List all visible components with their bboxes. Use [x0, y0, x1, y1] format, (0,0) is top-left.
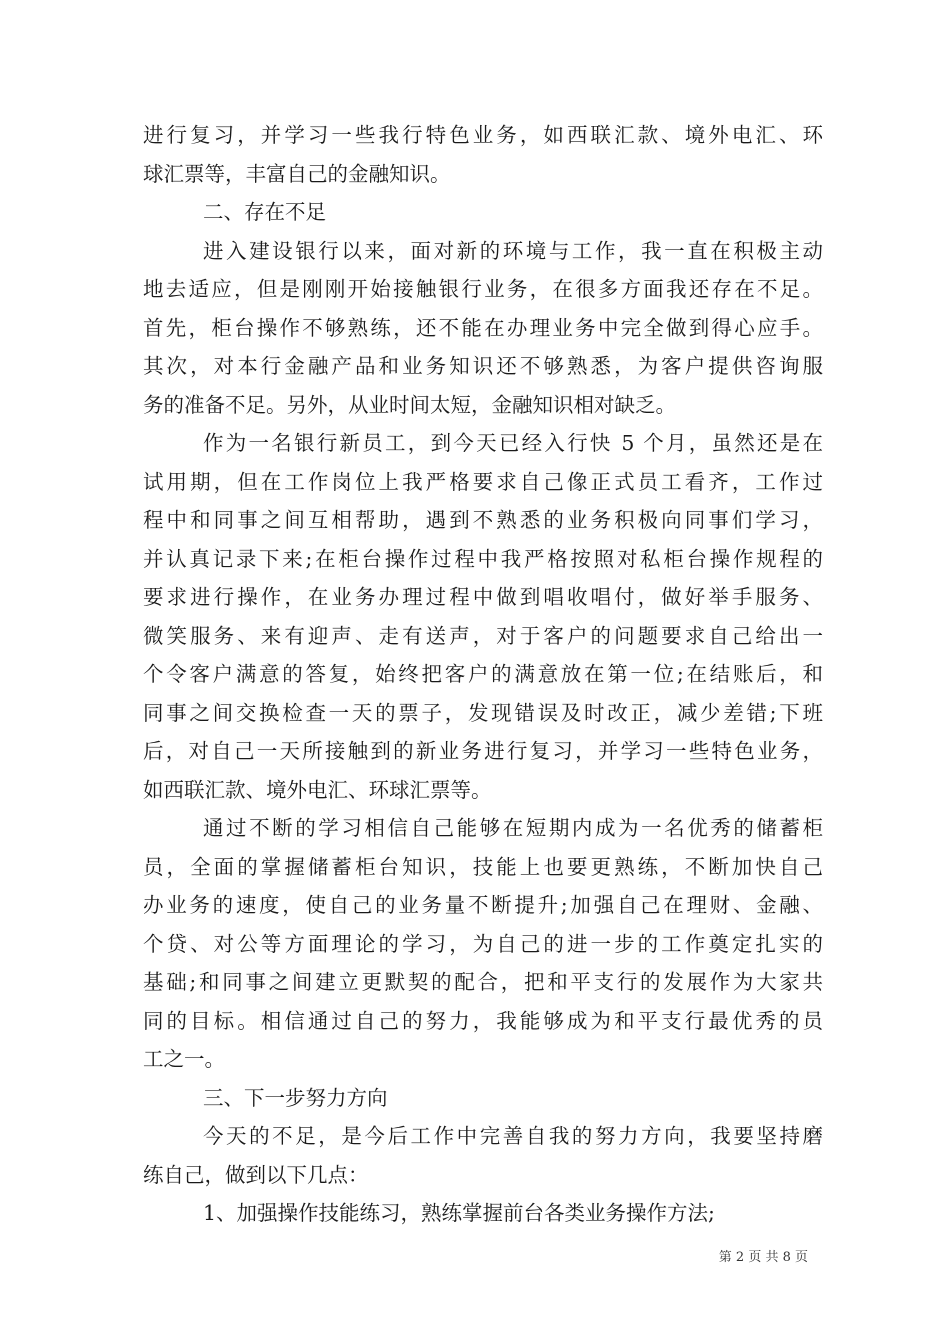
text-line: 如西联汇款、境外电汇、环球汇票等。	[143, 777, 492, 802]
text-line: 后，对自己一天所接触到的新业务进行复习，并学习一些特色业务，	[143, 739, 823, 763]
text-line: 同事之间交换检查一天的票子，发现错误及时改正，减少差错;下班	[143, 700, 823, 725]
text-line: 通过不断的学习相信自己能够在短期内成为一名优秀的储蓄柜	[203, 816, 823, 840]
text-line: 个贷、对公等方面理论的学习，为自己的进一步的工作奠定扎实的	[143, 931, 823, 956]
text-line: 地去适应，但是刚刚开始接触银行业务，在很多方面我还存在不足。	[143, 277, 823, 301]
text-line: 要求进行操作，在业务办理过程中做到唱收唱付，做好举手服务、	[143, 585, 823, 609]
text-line: 今天的不足，是今后工作中完善自我的努力方向，我要坚持磨	[203, 1124, 823, 1148]
document-body	[143, 116, 823, 1233]
text-line: 进入建设银行以来，面对新的环境与工作，我一直在积极主动	[203, 238, 823, 263]
text-line: 其次，对本行金融产品和业务知识还不够熟悉，为客户提供咨询服	[143, 354, 823, 378]
section-heading: 三、下一步努力方向	[203, 1085, 388, 1110]
text-line: 个令客户满意的答复，始终把客户的满意放在第一位;在结账后，和	[143, 662, 823, 686]
text-line: 基础;和同事之间建立更默契的配合，把和平支行的发展作为大家共	[143, 970, 823, 994]
text-line: 员，全面的掌握储蓄柜台知识，技能上也要更熟练，不断加快自己	[143, 854, 823, 879]
text-line: 微笑服务、来有迎声、走有送声，对于客户的问题要求自己给出一	[143, 623, 823, 648]
text-line: 同的目标。相信通过自己的努力，我能够成为和平支行最优秀的员	[143, 1008, 823, 1033]
text-line: 练自己，做到以下几点：	[143, 1162, 369, 1187]
page-number: 第 2 页 共 8 页	[718, 1250, 808, 1265]
section-heading: 二、存在不足	[203, 200, 326, 224]
text-line: 并认真记录下来;在柜台操作过程中我严格按照对私柜台操作规程的	[143, 546, 823, 571]
text-line: 程中和同事之间互相帮助，遇到不熟悉的业务积极向同事们学习，	[143, 508, 823, 532]
text-line: 球汇票等，丰富自己的金融知识。	[143, 161, 451, 186]
text-line: 作为一名银行新员工，到今天已经入行快 5 个月，虽然还是在	[203, 431, 823, 455]
text-line: 工之一。	[143, 1047, 225, 1071]
list-item: 1、加强操作技能练习，熟练掌握前台各类业务操作方法;	[203, 1201, 715, 1225]
text-line: 办业务的速度，使自己的业务量不断提升;加强自己在理财、金融、	[143, 893, 823, 917]
text-line: 务的准备不足。另外，从业时间太短，金融知识相对缺乏。	[143, 392, 676, 417]
text-line: 首先，柜台操作不够熟练，还不能在办理业务中完全做到得心应手。	[143, 315, 823, 340]
text-line: 进行复习，并学习一些我行特色业务，如西联汇款、境外电汇、环	[143, 123, 823, 147]
text-line: 试用期，但在工作岗位上我严格要求自己像正式员工看齐，工作过	[143, 469, 823, 494]
